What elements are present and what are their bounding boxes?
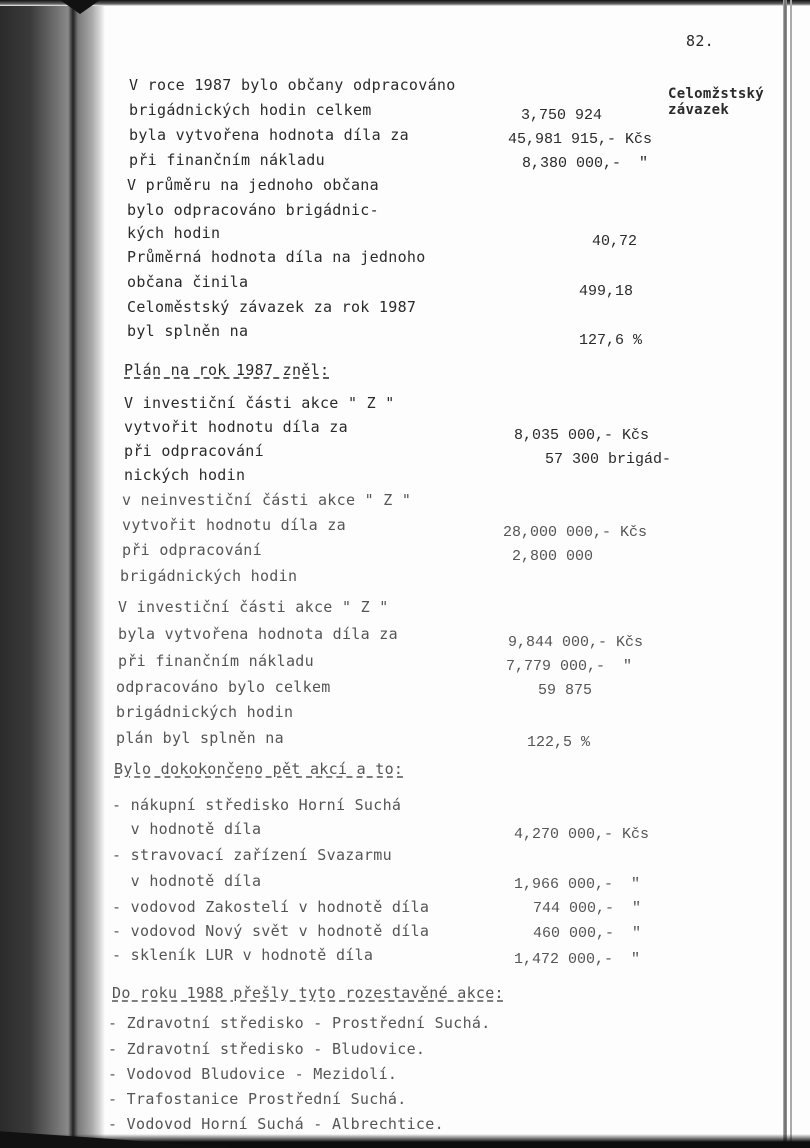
text-line: občana činila	[127, 273, 249, 291]
top-edge-shadow	[0, 0, 810, 6]
list-item: - Zdravotní středisko - Bludovice.	[108, 1040, 426, 1058]
text-line: brigádnických hodin	[120, 567, 298, 585]
text-line: při finančním nákladu	[129, 151, 325, 169]
value-novy-svet: 460 000,- "	[533, 925, 642, 942]
text-line: byl splněn na	[127, 322, 249, 340]
list-item: - vodovod Zakostelí v hodnotě díla	[112, 898, 430, 916]
value-actual-hours: 59 875	[538, 682, 593, 699]
margin-note-line-2: závazek	[668, 102, 730, 118]
text-line: odpracováno bylo celkem	[116, 678, 331, 696]
value-plan-inv-hours: 57 300 brigád-	[545, 451, 672, 468]
text-line: při finančním nákladu	[118, 652, 314, 670]
text-line: V roce 1987 bylo občany odpracováno	[129, 76, 456, 94]
value-plan-noninv-work: 28,000 000,- Kčs	[503, 524, 648, 541]
list-item: - nákupní středisko Horní Suchá	[112, 796, 402, 814]
list-item: - Vodovod Horní Suchá - Albrechtice.	[108, 1115, 444, 1133]
list-item: - stravovací zařízení Svazarmu	[112, 846, 392, 864]
right-margin-rule	[783, 0, 787, 1148]
text-line: V průměru na jednoho občana	[127, 176, 379, 194]
section-heading-carried-over: Do roku 1988 přešly tyto rozestavěné akce:	[112, 984, 504, 1002]
text-line: bylo odpracováno brigádnic-	[127, 201, 379, 219]
text-line: vytvořit hodnotu díla za	[124, 418, 348, 436]
list-item: - Vodovod Bludovice - Mezidolí.	[108, 1065, 398, 1083]
text-line: Celoměstský závazek za rok 1987	[127, 298, 417, 316]
text-line: byla vytvořena hodnota díla za	[129, 126, 409, 144]
text-line: V investiční části akce " Z "	[124, 394, 395, 412]
list-item: v hodnotě díla	[112, 872, 262, 890]
list-item: - Zdravotní středisko - Prostřední Suchá.	[108, 1014, 491, 1032]
section-heading-plan: Plán na rok 1987 zněl:	[124, 361, 330, 379]
text-line: kých hodin	[127, 224, 221, 242]
book-gutter-shadow	[0, 0, 105, 1148]
value-actual-fulfillment: 122,5 %	[527, 734, 591, 751]
value-actual-work: 9,844 000,- Kčs	[508, 634, 644, 651]
text-line: brigádnických hodin	[116, 703, 294, 721]
text-line: při odpracování	[122, 541, 262, 559]
list-item: v hodnotě díla	[112, 820, 262, 838]
list-item: - vodovod Nový svět v hodnotě díla	[112, 922, 430, 940]
value-shopping-center: 4,270 000,- Kčs	[514, 826, 650, 843]
text-line: nických hodin	[124, 466, 246, 484]
text-line: byla vytvořena hodnota díla za	[118, 625, 398, 643]
section-heading-completed: Bylo dokokončeno pět akcí a to:	[114, 760, 404, 778]
value-avg-work: 499,18	[579, 283, 634, 300]
text-line: vytvořit hodnotu díla za	[122, 516, 346, 534]
text-line: V investiční části akce " Z "	[118, 598, 389, 616]
value-plan-noninv-hours: 2,800 000	[512, 548, 594, 565]
value-fulfillment: 127,6 %	[579, 332, 643, 349]
value-catering: 1,966 000,- "	[514, 876, 641, 893]
value-sklenik: 1,472 000,- "	[514, 951, 641, 968]
text-line: v neinvestiční části akce " Z "	[122, 491, 412, 509]
value-work-total: 45,981 915,- Kčs	[508, 131, 653, 148]
text-line: Průměrná hodnota díla na jednoho	[127, 248, 426, 266]
value-actual-cost: 7,779 000,- "	[506, 658, 633, 675]
page-number: 82.	[686, 32, 714, 50]
text-line: při odpracování	[124, 442, 264, 460]
value-avg-hours: 40,72	[592, 233, 638, 250]
value-hours-total: 3,750 924	[521, 107, 603, 124]
value-plan-inv-work: 8,035 000,- Kčs	[514, 427, 650, 444]
value-zakosteli: 744 000,- "	[533, 900, 642, 917]
right-margin-rule-2	[790, 0, 792, 1148]
list-item: - skleník LUR v hodnotě díla	[112, 946, 374, 964]
list-item: - Trafostanice Prostřední Suchá.	[108, 1090, 407, 1108]
value-financial-cost: 8,380 000,- "	[522, 155, 649, 172]
text-line: brigádnických hodin celkem	[129, 101, 372, 119]
text-line: plán byl splněn na	[116, 729, 284, 747]
margin-note-line-1: Celomžstský	[668, 86, 765, 102]
